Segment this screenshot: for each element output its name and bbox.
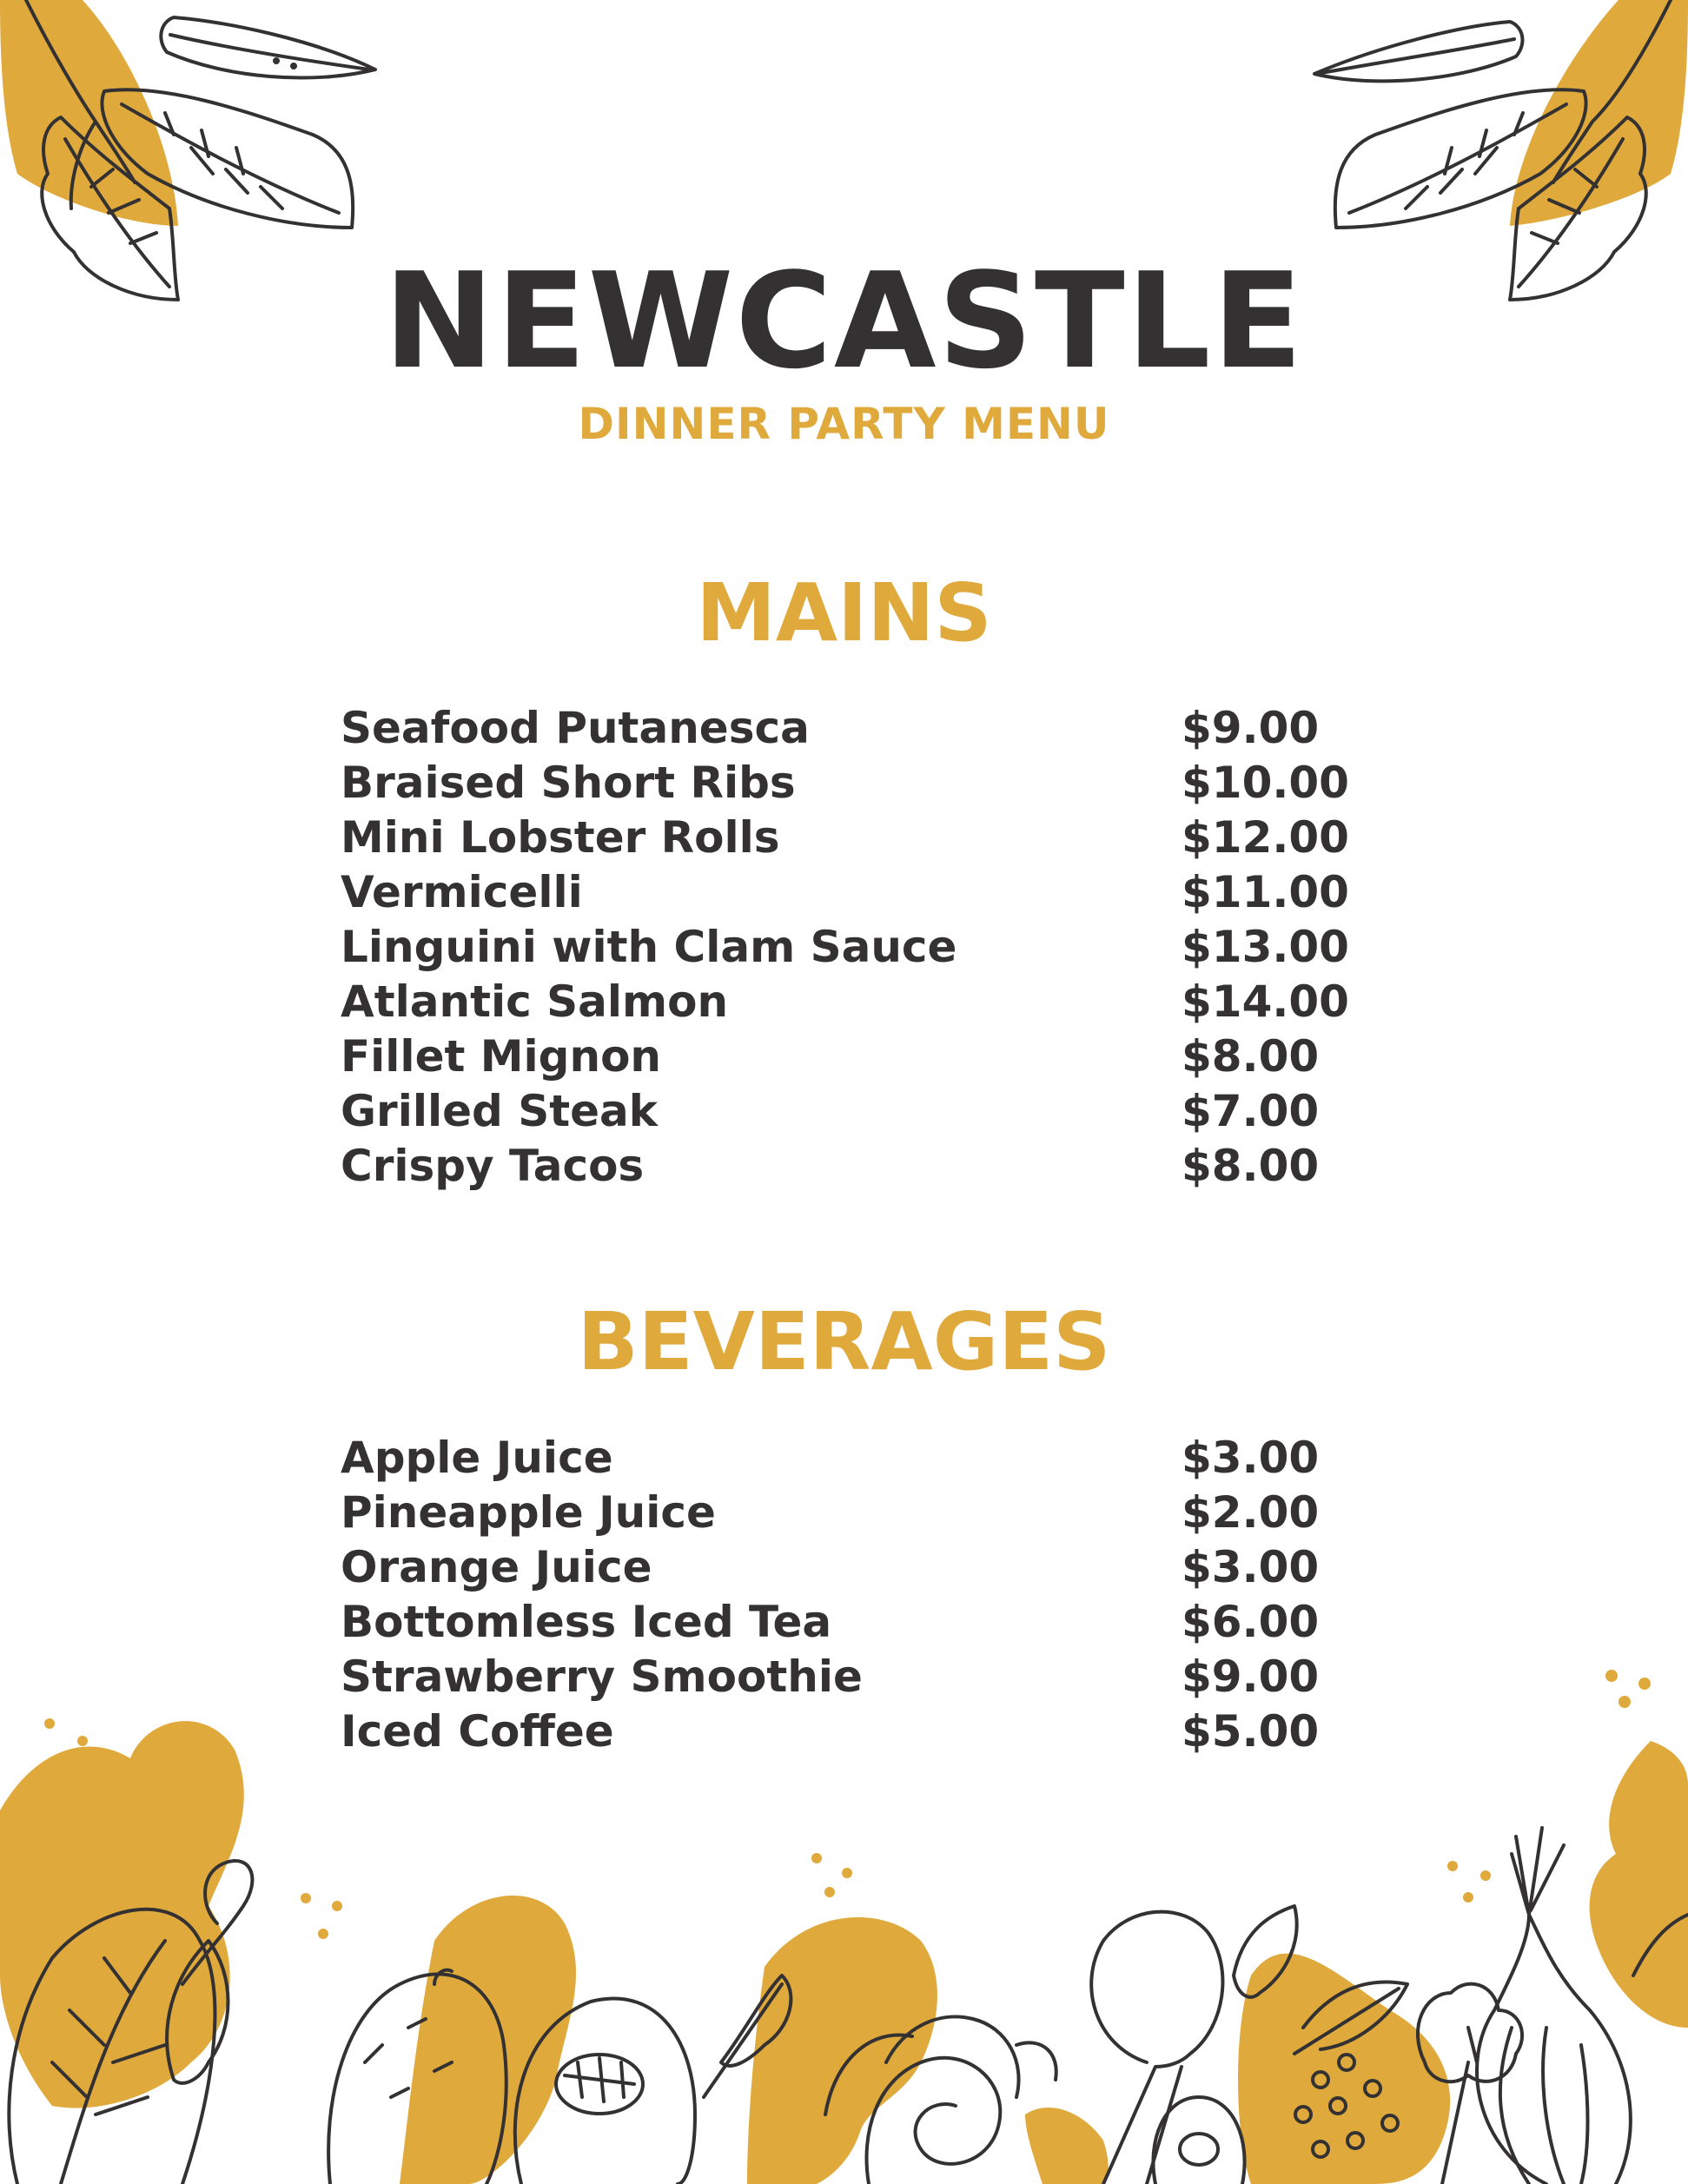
menu-item bbox=[341, 1430, 1383, 1485]
item-name: Crispy Tacos bbox=[341, 1140, 645, 1191]
item-price: $7.00 bbox=[1182, 1085, 1320, 1136]
item-name: Strawberry Smoothie bbox=[341, 1651, 863, 1702]
section-heading-mains: MAINS bbox=[696, 566, 992, 659]
item-price: $8.00 bbox=[1182, 1030, 1320, 1082]
item-name: Seafood Putanesca bbox=[341, 702, 810, 753]
menu-item bbox=[341, 755, 1383, 810]
item-name: Fillet Mignon bbox=[341, 1030, 662, 1082]
item-price: $11.00 bbox=[1182, 866, 1349, 917]
item-name: Braised Short Ribs bbox=[341, 757, 796, 808]
item-price: $6.00 bbox=[1182, 1596, 1320, 1647]
menu-item bbox=[341, 919, 1383, 974]
menu-item bbox=[341, 1704, 1383, 1758]
item-price: $10.00 bbox=[1182, 757, 1349, 808]
menu-item bbox=[341, 1485, 1383, 1539]
item-name: Mini Lobster Rolls bbox=[341, 811, 780, 863]
item-price: $3.00 bbox=[1182, 1541, 1320, 1592]
mains-list bbox=[341, 700, 1383, 1193]
item-name: Orange Juice bbox=[341, 1541, 652, 1592]
beverages-list bbox=[341, 1430, 1383, 1758]
menu-item bbox=[341, 810, 1383, 864]
menu-item bbox=[341, 1029, 1383, 1083]
item-name: Atlantic Salmon bbox=[341, 976, 729, 1027]
item-price: $9.00 bbox=[1182, 1651, 1320, 1702]
menu-item bbox=[341, 1539, 1383, 1594]
item-price: $5.00 bbox=[1182, 1705, 1320, 1757]
item-price: $9.00 bbox=[1182, 702, 1320, 753]
menu-subtitle: DINNER PARTY MENU bbox=[578, 399, 1110, 449]
item-name: Linguini with Clam Sauce bbox=[341, 921, 957, 972]
item-name: Apple Juice bbox=[341, 1432, 613, 1483]
item-price: $2.00 bbox=[1182, 1486, 1320, 1538]
item-price: $12.00 bbox=[1182, 811, 1349, 863]
menu-item bbox=[341, 974, 1383, 1029]
menu-item bbox=[341, 864, 1383, 919]
item-price: $14.00 bbox=[1182, 976, 1349, 1027]
item-name: Iced Coffee bbox=[341, 1705, 614, 1757]
item-price: $3.00 bbox=[1182, 1432, 1320, 1483]
menu-item bbox=[341, 1594, 1383, 1649]
item-name: Grilled Steak bbox=[341, 1085, 659, 1136]
menu-item bbox=[341, 1649, 1383, 1704]
item-name: Bottomless Iced Tea bbox=[341, 1596, 832, 1647]
item-price: $13.00 bbox=[1182, 921, 1349, 972]
restaurant-name: NEWCASTLE bbox=[383, 244, 1305, 398]
section-heading-beverages: BEVERAGES bbox=[577, 1295, 1111, 1388]
item-name: Pineapple Juice bbox=[341, 1486, 716, 1538]
menu-item bbox=[341, 1083, 1383, 1138]
menu-item bbox=[341, 1138, 1383, 1193]
menu-item bbox=[341, 700, 1383, 755]
item-price: $8.00 bbox=[1182, 1140, 1320, 1191]
item-name: Vermicelli bbox=[341, 866, 583, 917]
